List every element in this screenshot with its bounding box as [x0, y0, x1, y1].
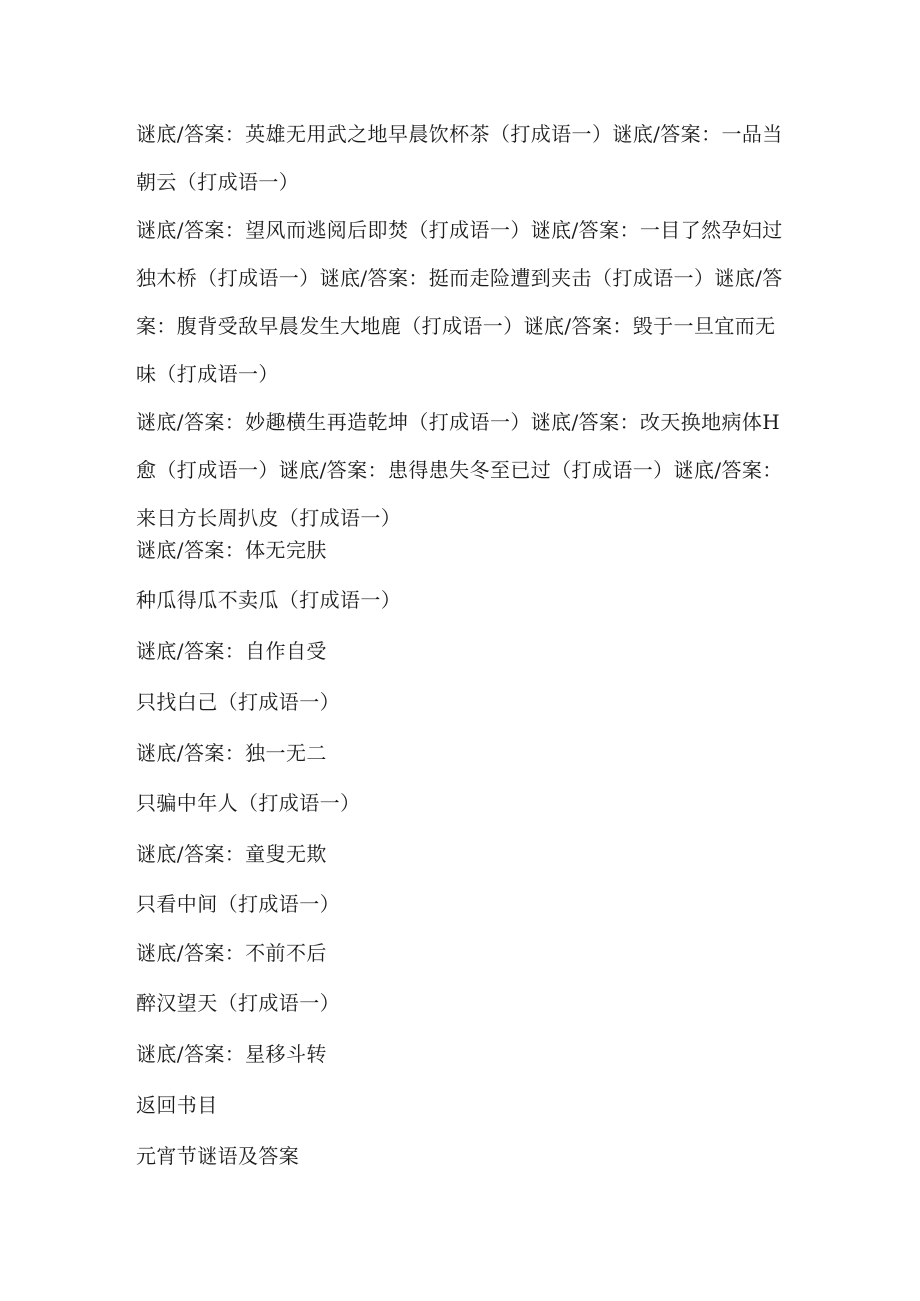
answer-line: 谜底/答案：不前不后: [136, 941, 327, 965]
answer-line: 谜底/答案：童叟无欺: [136, 842, 327, 866]
riddle-line: 只看中间（打成语一）: [136, 892, 340, 916]
riddle-line: 只找白己（打成语一）: [136, 690, 340, 714]
riddle-paragraph-3: 谜底/答案：妙趣横生再造乾坤（打成语一）谜底/答案：改天换地病体H愈（打成语一）谜底/答案：患得患失冬至已过（打成语一）谜底/答案：来日方长周扒皮（打成语一）: [136, 410, 783, 530]
riddle-line: 种瓜得瓜不卖瓜（打成语一）: [136, 588, 402, 612]
riddle-paragraph-1: 谜底/答案：英雄无用武之地早晨饮杯茶（打成语一）谜底/答案：一品当朝云（打成语一）: [136, 122, 783, 194]
answer-line: 谜底/答案：自作自受: [136, 639, 327, 663]
answer-line: 谜底/答案：星移斗转: [136, 1042, 327, 1066]
riddle-line: 醉汉望天（打成语一）: [136, 991, 340, 1015]
riddle-paragraph-2: 谜底/答案：望风而逃阅后即焚（打成语一）谜底/答案：一目了然孕妇过独木桥（打成语一）谜底/答案：挺而走险遭到夹击（打成语一）谜底/答案：腹背受敌早晨发生大地鹿（打成语一）谜底/答案：毁于一旦宜而无味（打成语一）: [136, 218, 783, 386]
back-to-catalog-link[interactable]: 返回书目: [136, 1093, 218, 1117]
answer-line: 谜底/答案：体无完肤: [136, 538, 327, 562]
answer-line: 谜底/答案：独一无二: [136, 741, 327, 765]
document-title-link[interactable]: 元宵节谜语及答案: [136, 1144, 300, 1168]
riddle-line: 只骗中年人（打成语一）: [136, 791, 361, 815]
